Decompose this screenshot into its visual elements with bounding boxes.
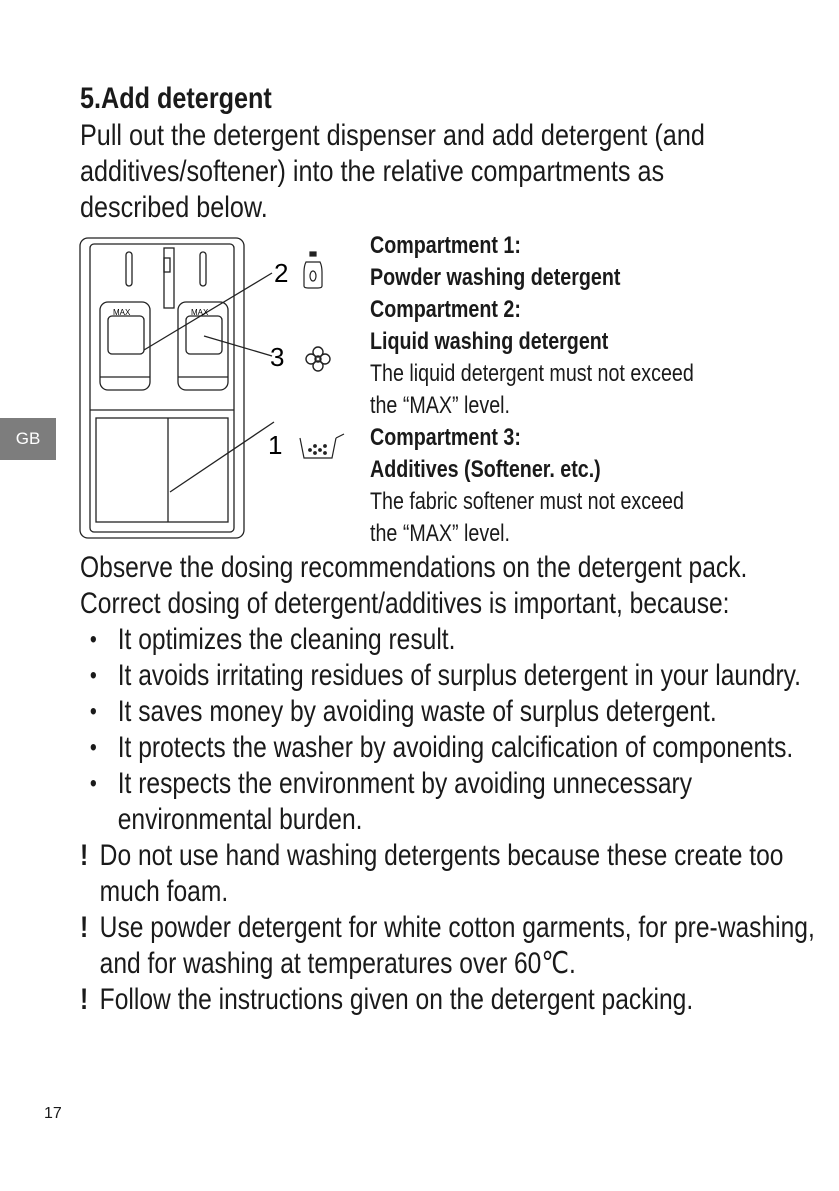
list-item: • It protects the washer by avoiding calcification of components. xyxy=(80,730,834,766)
page-number: 17 xyxy=(44,1105,62,1122)
compartment-3-subtitle: Additives (Softener. etc.) xyxy=(370,456,601,483)
warning-text: Do not use hand washing detergents because these create too much foam. xyxy=(99,839,784,908)
warning-item xyxy=(80,982,834,1018)
list-item: • It saves money by avoiding waste of surplus detergent. xyxy=(80,694,834,730)
compartment-2-title: Compartment 2: xyxy=(370,296,521,323)
dosing-intro-2: Correct dosing of detergent/additives is important, because: xyxy=(80,587,730,620)
compartment-3-note: The fabric softener must not exceed the “MAX” level. xyxy=(370,488,684,547)
center-post xyxy=(164,248,174,308)
slot-left xyxy=(126,252,132,286)
warning-text: Use powder detergent for white cotton garments, for pre-washing, and for washing at temperatures over 60℃. xyxy=(99,911,815,980)
callout-line-1 xyxy=(170,422,274,492)
drawer-body xyxy=(96,418,228,522)
compartment-list xyxy=(370,230,714,550)
callout-number-2: 2 xyxy=(274,258,289,288)
callout-number-3: 3 xyxy=(270,342,285,372)
warning-mark: ! xyxy=(80,983,89,1016)
dispenser-frame xyxy=(80,238,244,538)
slot-small xyxy=(164,258,170,272)
dispenser-inner-frame xyxy=(90,244,234,532)
compartment-3-title: Compartment 3: xyxy=(370,424,521,451)
compartment-2-subtitle: Liquid washing detergent xyxy=(370,328,609,355)
benefits-list xyxy=(80,622,834,838)
powder-detergent-icon xyxy=(300,434,344,458)
dispenser-diagram xyxy=(78,232,360,544)
cup-insert-left xyxy=(108,316,144,354)
list-item: • It optimizes the cleaning result. xyxy=(80,622,834,658)
section-heading: 5.Add detergent xyxy=(80,82,272,115)
warning-item xyxy=(80,910,834,982)
compartment-2-note: The liquid detergent must not exceed the “MAX” level. xyxy=(370,360,694,419)
intro-text: Pull out the detergent dispenser and add detergent (and additives/softener) into the relative compartments as described below. xyxy=(80,119,705,224)
list-item: • It respects the environment by avoiding unnecessary environmental burden. xyxy=(80,766,834,838)
softener-flower-icon xyxy=(306,347,330,371)
warning-mark: ! xyxy=(80,911,89,944)
warning-text: Follow the instructions given on the detergent packing. xyxy=(99,983,694,1016)
callout-number-1: 1 xyxy=(268,430,283,460)
list-item: • It avoids irritating residues of surplus detergent in your laundry. xyxy=(80,658,834,694)
max-label-right: MAX xyxy=(191,308,209,317)
compartment-1-title: Compartment 1: xyxy=(370,232,521,259)
compartment-1-subtitle: Powder washing detergent xyxy=(370,264,621,291)
warning-mark: ! xyxy=(80,839,89,872)
callout-line-3 xyxy=(204,336,272,356)
dosing-intro-1: Observe the dosing recommendations on the detergent pack. xyxy=(80,551,748,584)
slot-right xyxy=(200,252,206,286)
language-tab xyxy=(0,418,56,460)
liquid-detergent-icon xyxy=(304,252,322,288)
dosing-section xyxy=(80,550,834,1018)
max-label-left: MAX xyxy=(113,308,131,317)
language-tab-label: GB xyxy=(15,429,41,448)
warning-item xyxy=(80,838,834,910)
